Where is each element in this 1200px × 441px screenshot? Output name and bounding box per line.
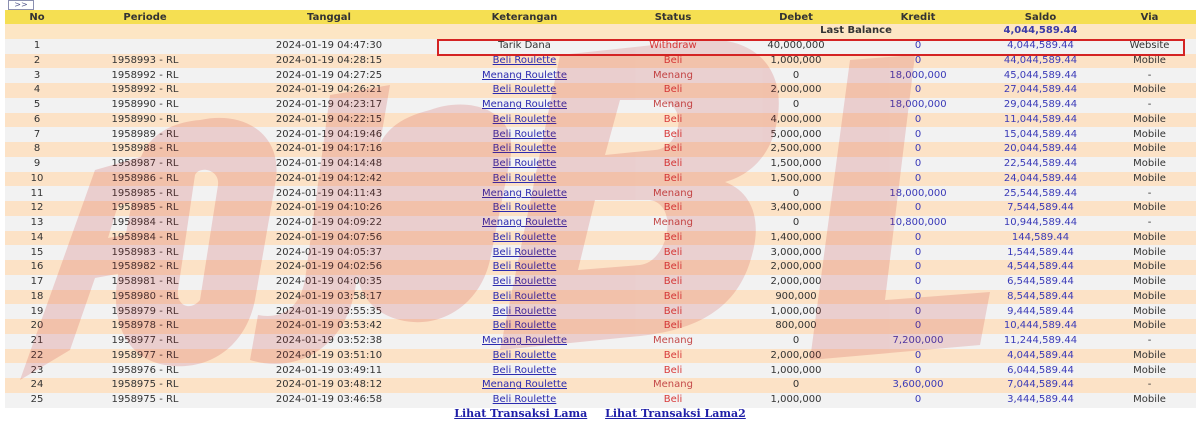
cell-via: Mobile — [1103, 349, 1196, 364]
table-row — [5, 186, 1196, 201]
cell-no: 18 — [5, 290, 69, 305]
cell-no: 23 — [5, 363, 69, 378]
cell-debet: 2,000,000 — [734, 260, 858, 275]
table-row — [5, 275, 1196, 290]
cell-tanggal: 2024-01-19 03:46:58 — [221, 393, 437, 408]
table-row — [5, 98, 1196, 113]
col-header-saldo: Saldo — [978, 10, 1103, 24]
cell-kredit: 18,000,000 — [858, 68, 978, 83]
cell-periode: 1958975 - RL — [69, 378, 221, 393]
transaction-rows — [5, 24, 1196, 408]
col-header-via: Via — [1103, 10, 1196, 24]
col-header-no: No — [5, 10, 69, 24]
cell-kredit: 0 — [858, 231, 978, 246]
cell-kredit: 0 — [858, 127, 978, 142]
table-row — [5, 260, 1196, 275]
cell-via: Mobile — [1103, 319, 1196, 334]
cell-tanggal: 2024-01-19 04:17:16 — [221, 142, 437, 157]
cell-keterangan[interactable]: Beli Roulette — [437, 142, 612, 157]
cell-keterangan[interactable]: Beli Roulette — [437, 304, 612, 319]
cell-debet: 5,000,000 — [734, 127, 858, 142]
cell-status: Beli — [612, 231, 734, 246]
cell-periode: 1958990 - RL — [69, 98, 221, 113]
cell-status: Withdraw — [612, 39, 734, 54]
cell-keterangan[interactable]: Menang Roulette — [437, 216, 612, 231]
cell-saldo: 25,544,589.44 — [978, 186, 1103, 201]
cell-no: 15 — [5, 245, 69, 260]
cell-tanggal: 2024-01-19 04:23:17 — [221, 98, 437, 113]
cell-tanggal: 2024-01-19 04:47:30 — [221, 39, 437, 54]
cell-kredit: 0 — [858, 142, 978, 157]
cell-keterangan[interactable]: Beli Roulette — [437, 393, 612, 408]
table-row — [5, 201, 1196, 216]
table-row — [5, 216, 1196, 231]
cell-periode: 1958992 - RL — [69, 68, 221, 83]
cell-debet: 0 — [734, 98, 858, 113]
cell-periode: 1958980 - RL — [69, 290, 221, 305]
cell-tanggal: 2024-01-19 03:53:42 — [221, 319, 437, 334]
cell-via: Website — [1103, 39, 1196, 54]
cell-via: - — [1103, 334, 1196, 349]
cell-via: Mobile — [1103, 157, 1196, 172]
cell-status: Beli — [612, 260, 734, 275]
cell-saldo: 4,544,589.44 — [978, 260, 1103, 275]
cell-no: 19 — [5, 304, 69, 319]
cell-status: Beli — [612, 245, 734, 260]
cell-keterangan[interactable]: Beli Roulette — [437, 83, 612, 98]
table-row — [5, 290, 1196, 305]
cell-debet: 1,000,000 — [734, 363, 858, 378]
cell-kredit: 0 — [858, 304, 978, 319]
old-transactions-link[interactable]: Lihat Transaksi Lama — [454, 407, 588, 420]
cell-periode: 1958983 - RL — [69, 245, 221, 260]
cell-keterangan[interactable]: Beli Roulette — [437, 260, 612, 275]
cell-no: 13 — [5, 216, 69, 231]
cell-debet: 0 — [734, 68, 858, 83]
cell-periode: 1958975 - RL — [69, 393, 221, 408]
cell-tanggal: 2024-01-19 03:55:35 — [221, 304, 437, 319]
last-balance-label: Last Balance — [734, 24, 978, 39]
cell-status: Beli — [612, 127, 734, 142]
cell-debet: 40,000,000 — [734, 39, 858, 54]
cell-saldo: 4,044,589.44 — [978, 349, 1103, 364]
cell-keterangan[interactable]: Menang Roulette — [437, 98, 612, 113]
cell-saldo: 144,589.44 — [978, 231, 1103, 246]
cell-keterangan[interactable]: Beli Roulette — [437, 319, 612, 334]
cell-tanggal: 2024-01-19 03:51:10 — [221, 349, 437, 364]
cell-saldo: 10,944,589.44 — [978, 216, 1103, 231]
table-row — [5, 127, 1196, 142]
cell-tanggal: 2024-01-19 04:05:37 — [221, 245, 437, 260]
cell-periode: 1958984 - RL — [69, 216, 221, 231]
cell-via: Mobile — [1103, 127, 1196, 142]
cell-kredit: 10,800,000 — [858, 216, 978, 231]
cell-keterangan[interactable]: Beli Roulette — [437, 290, 612, 305]
table-row — [5, 363, 1196, 378]
last-balance-value: 4,044,589.44 — [978, 24, 1103, 39]
cell-saldo: 6,544,589.44 — [978, 275, 1103, 290]
cell-status: Beli — [612, 319, 734, 334]
cell-kredit: 0 — [858, 363, 978, 378]
cell-no: 1 — [5, 39, 69, 54]
cell-no: 6 — [5, 113, 69, 128]
cell-status: Menang — [612, 98, 734, 113]
cell-status: Menang — [612, 216, 734, 231]
cell-status: Menang — [612, 186, 734, 201]
cell-no: 4 — [5, 83, 69, 98]
cell-tanggal: 2024-01-19 04:22:15 — [221, 113, 437, 128]
cell-kredit: 0 — [858, 172, 978, 187]
cell-saldo: 24,044,589.44 — [978, 172, 1103, 187]
cell-keterangan[interactable]: Beli Roulette — [437, 245, 612, 260]
cell-debet: 1,000,000 — [734, 54, 858, 69]
cell-periode: 1958978 - RL — [69, 319, 221, 334]
cell-keterangan[interactable]: Beli Roulette — [437, 172, 612, 187]
cell-periode: 1958979 - RL — [69, 304, 221, 319]
cell-tanggal: 2024-01-19 04:02:56 — [221, 260, 437, 275]
cell-saldo: 9,444,589.44 — [978, 304, 1103, 319]
cell-via: - — [1103, 186, 1196, 201]
cell-via: Mobile — [1103, 290, 1196, 305]
cell-via: Mobile — [1103, 245, 1196, 260]
cell-saldo: 11,044,589.44 — [978, 113, 1103, 128]
cell-tanggal: 2024-01-19 04:14:48 — [221, 157, 437, 172]
cell-via: Mobile — [1103, 172, 1196, 187]
col-header-debet: Debet — [734, 10, 858, 24]
cell-no: 20 — [5, 319, 69, 334]
cell-status: Beli — [612, 349, 734, 364]
cell-via: Mobile — [1103, 231, 1196, 246]
cell-debet: 2,000,000 — [734, 83, 858, 98]
cell-periode: 1958977 - RL — [69, 349, 221, 364]
cell-via: Mobile — [1103, 142, 1196, 157]
cell-via: Mobile — [1103, 393, 1196, 408]
cell-saldo: 10,444,589.44 — [978, 319, 1103, 334]
cell-tanggal: 2024-01-19 04:10:26 — [221, 201, 437, 216]
cell-kredit: 0 — [858, 201, 978, 216]
cell-debet: 900,000 — [734, 290, 858, 305]
table-row — [5, 378, 1196, 393]
cell-saldo: 4,044,589.44 — [978, 39, 1103, 54]
col-header-periode: Periode — [69, 10, 221, 24]
cell-debet: 0 — [734, 378, 858, 393]
cell-tanggal: 2024-01-19 04:09:22 — [221, 216, 437, 231]
cell-periode: 1958987 - RL — [69, 157, 221, 172]
cell-status: Menang — [612, 378, 734, 393]
cell-via: Mobile — [1103, 54, 1196, 69]
cell-saldo: 22,544,589.44 — [978, 157, 1103, 172]
cell-periode — [69, 39, 221, 54]
cell-saldo: 27,044,589.44 — [978, 83, 1103, 98]
cell-periode: 1958985 - RL — [69, 201, 221, 216]
cell-saldo: 44,044,589.44 — [978, 54, 1103, 69]
cell-no: 5 — [5, 98, 69, 113]
col-header-keterangan: Keterangan — [437, 10, 612, 24]
cell-no: 2 — [5, 54, 69, 69]
cell-debet: 1,500,000 — [734, 172, 858, 187]
cell-status: Beli — [612, 275, 734, 290]
cell-status: Beli — [612, 83, 734, 98]
table-row — [5, 142, 1196, 157]
cell-kredit: 18,000,000 — [858, 186, 978, 201]
cell-debet: 1,400,000 — [734, 231, 858, 246]
cell-keterangan[interactable]: Beli Roulette — [437, 349, 612, 364]
cell-periode: 1958984 - RL — [69, 231, 221, 246]
cell-no: 21 — [5, 334, 69, 349]
cell-tanggal: 2024-01-19 03:48:12 — [221, 378, 437, 393]
transaction-table — [5, 10, 1196, 408]
cell-periode: 1958985 - RL — [69, 186, 221, 201]
cell-debet: 2,500,000 — [734, 142, 858, 157]
cell-kredit: 0 — [858, 290, 978, 305]
table-row — [5, 231, 1196, 246]
cell-saldo: 45,044,589.44 — [978, 68, 1103, 83]
cell-status: Beli — [612, 113, 734, 128]
cell-saldo: 7,044,589.44 — [978, 378, 1103, 393]
cell-kredit: 0 — [858, 275, 978, 290]
cell-periode: 1958993 - RL — [69, 54, 221, 69]
cell-kredit: 0 — [858, 157, 978, 172]
table-row — [5, 113, 1196, 128]
cell-kredit: 18,000,000 — [858, 98, 978, 113]
cell-periode: 1958977 - RL — [69, 334, 221, 349]
cell-no: 17 — [5, 275, 69, 290]
cell-kredit: 0 — [858, 349, 978, 364]
cell-tanggal: 2024-01-19 04:11:43 — [221, 186, 437, 201]
cell-tanggal: 2024-01-19 04:07:56 — [221, 231, 437, 246]
cell-periode: 1958982 - RL — [69, 260, 221, 275]
table-row — [5, 393, 1196, 408]
cell-tanggal: 2024-01-19 04:19:46 — [221, 127, 437, 142]
cell-saldo: 29,044,589.44 — [978, 98, 1103, 113]
cell-via: Mobile — [1103, 363, 1196, 378]
table-row — [5, 39, 1196, 54]
cell-no: 12 — [5, 201, 69, 216]
cell-keterangan: Tarik Dana — [437, 39, 612, 54]
col-header-status: Status — [612, 10, 734, 24]
cell-no: 25 — [5, 393, 69, 408]
cell-status: Beli — [612, 304, 734, 319]
cell-no: 22 — [5, 349, 69, 364]
cell-status: Beli — [612, 290, 734, 305]
cell-keterangan[interactable]: Beli Roulette — [437, 201, 612, 216]
table-row — [5, 157, 1196, 172]
last-balance-row — [5, 24, 1196, 39]
cell-no: 24 — [5, 378, 69, 393]
cell-debet: 2,000,000 — [734, 349, 858, 364]
cell-tanggal: 2024-01-19 04:26:21 — [221, 83, 437, 98]
cell-debet: 3,400,000 — [734, 201, 858, 216]
cell-kredit: 0 — [858, 54, 978, 69]
old-transactions-link-2[interactable]: Lihat Transaksi Lama2 — [605, 407, 746, 420]
cell-via: Mobile — [1103, 83, 1196, 98]
cell-keterangan[interactable]: Beli Roulette — [437, 275, 612, 290]
cell-debet: 1,000,000 — [734, 393, 858, 408]
cell-no: 16 — [5, 260, 69, 275]
cell-via: Mobile — [1103, 260, 1196, 275]
table-row — [5, 172, 1196, 187]
cell-via: - — [1103, 378, 1196, 393]
cell-via: Mobile — [1103, 113, 1196, 128]
cell-saldo: 15,044,589.44 — [978, 127, 1103, 142]
cell-debet: 1,500,000 — [734, 157, 858, 172]
table-row — [5, 68, 1196, 83]
cell-debet: 0 — [734, 216, 858, 231]
cell-status: Beli — [612, 172, 734, 187]
cell-keterangan[interactable]: Beli Roulette — [437, 127, 612, 142]
cell-no: 14 — [5, 231, 69, 246]
table-row — [5, 245, 1196, 260]
table-row — [5, 54, 1196, 69]
cell-tanggal: 2024-01-19 04:12:42 — [221, 172, 437, 187]
cell-periode: 1958976 - RL — [69, 363, 221, 378]
cell-debet: 3,000,000 — [734, 245, 858, 260]
cell-keterangan[interactable]: Menang Roulette — [437, 186, 612, 201]
cell-debet: 1,000,000 — [734, 304, 858, 319]
cell-saldo: 8,544,589.44 — [978, 290, 1103, 305]
cell-status: Beli — [612, 157, 734, 172]
table-row — [5, 319, 1196, 334]
cell-saldo: 11,244,589.44 — [978, 334, 1103, 349]
table-header-row — [5, 10, 1196, 24]
cell-status: Beli — [612, 142, 734, 157]
cell-no: 3 — [5, 68, 69, 83]
cell-periode: 1958988 - RL — [69, 142, 221, 157]
cell-kredit: 0 — [858, 260, 978, 275]
cell-periode: 1958981 - RL — [69, 275, 221, 290]
cell-tanggal: 2024-01-19 04:28:15 — [221, 54, 437, 69]
cell-keterangan[interactable]: Menang Roulette — [437, 68, 612, 83]
footer-links — [0, 407, 1200, 420]
cell-tanggal: 2024-01-19 03:58:17 — [221, 290, 437, 305]
cell-via: Mobile — [1103, 201, 1196, 216]
cell-periode: 1958992 - RL — [69, 83, 221, 98]
cell-keterangan[interactable]: Beli Roulette — [437, 363, 612, 378]
cell-tanggal: 2024-01-19 04:00:35 — [221, 275, 437, 290]
cell-tanggal: 2024-01-19 03:49:11 — [221, 363, 437, 378]
cell-status: Menang — [612, 68, 734, 83]
cell-no: 10 — [5, 172, 69, 187]
cell-via: Mobile — [1103, 275, 1196, 290]
table-row — [5, 349, 1196, 364]
cell-kredit: 0 — [858, 83, 978, 98]
cell-debet: 2,000,000 — [734, 275, 858, 290]
cell-keterangan[interactable]: Menang Roulette — [437, 334, 612, 349]
cell-kredit: 0 — [858, 319, 978, 334]
cell-no: 11 — [5, 186, 69, 201]
cell-periode: 1958989 - RL — [69, 127, 221, 142]
table-row — [5, 304, 1196, 319]
cell-keterangan[interactable]: Beli Roulette — [437, 113, 612, 128]
cell-via: Mobile — [1103, 304, 1196, 319]
cell-keterangan[interactable]: Menang Roulette — [437, 378, 612, 393]
cell-keterangan[interactable]: Beli Roulette — [437, 54, 612, 69]
cell-keterangan[interactable]: Beli Roulette — [437, 157, 612, 172]
cell-tanggal: 2024-01-19 04:27:25 — [221, 68, 437, 83]
cell-saldo: 6,044,589.44 — [978, 363, 1103, 378]
cell-periode: 1958990 - RL — [69, 113, 221, 128]
cell-kredit: 0 — [858, 113, 978, 128]
cell-saldo: 20,044,589.44 — [978, 142, 1103, 157]
cell-no: 7 — [5, 127, 69, 142]
table-row — [5, 334, 1196, 349]
table-row — [5, 83, 1196, 98]
cell-saldo: 1,544,589.44 — [978, 245, 1103, 260]
cell-debet: 800,000 — [734, 319, 858, 334]
cell-saldo: 7,544,589.44 — [978, 201, 1103, 216]
cell-debet: 0 — [734, 334, 858, 349]
cell-status: Beli — [612, 363, 734, 378]
cell-status: Beli — [612, 201, 734, 216]
cell-status: Beli — [612, 393, 734, 408]
cell-periode: 1958986 - RL — [69, 172, 221, 187]
cell-kredit: 3,600,000 — [858, 378, 978, 393]
cell-kredit: 7,200,000 — [858, 334, 978, 349]
cell-tanggal: 2024-01-19 03:52:38 — [221, 334, 437, 349]
cell-saldo: 3,444,589.44 — [978, 393, 1103, 408]
cell-no: 9 — [5, 157, 69, 172]
cell-via: - — [1103, 216, 1196, 231]
col-header-kredit: Kredit — [858, 10, 978, 24]
cell-kredit: 0 — [858, 39, 978, 54]
cell-no: 8 — [5, 142, 69, 157]
next-page-button[interactable]: >> — [8, 0, 34, 10]
cell-kredit: 0 — [858, 245, 978, 260]
cell-kredit: 0 — [858, 393, 978, 408]
col-header-tanggal: Tanggal — [221, 10, 437, 24]
cell-via: - — [1103, 98, 1196, 113]
cell-keterangan[interactable]: Beli Roulette — [437, 231, 612, 246]
cell-debet: 0 — [734, 186, 858, 201]
cell-via: - — [1103, 68, 1196, 83]
cell-status: Menang — [612, 334, 734, 349]
cell-debet: 4,000,000 — [734, 113, 858, 128]
cell-status: Beli — [612, 54, 734, 69]
